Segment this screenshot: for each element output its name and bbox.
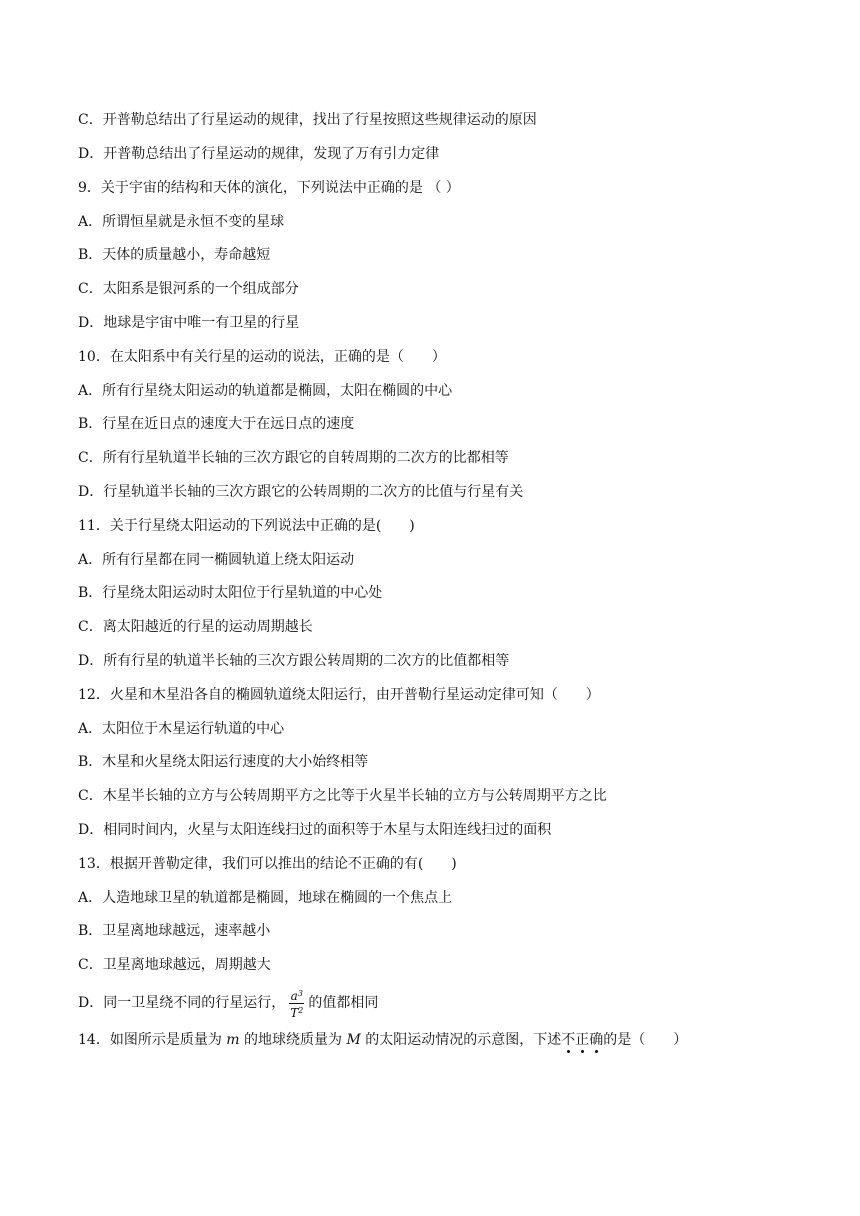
numerator-var: a xyxy=(290,988,298,1003)
emphasis-char-2: 正 xyxy=(575,1032,590,1048)
numerator-exp: 3 xyxy=(297,988,303,998)
question-14 xyxy=(78,1030,687,1050)
q13d-text-after: 的值都相同 xyxy=(308,995,379,1011)
q13d-text-before: D．同一卫星绕不同的行星运行， xyxy=(78,995,286,1011)
q10-option-d: D．行星轨道半长轴的三次方跟它的公转周期的二次方的比值与行星有关 xyxy=(78,484,524,500)
q14-var-m: m xyxy=(226,1032,240,1048)
question-13: 13．根据开普勒定律，我们可以推出的结论不正确的有( ) xyxy=(78,856,457,872)
q9-option-a: A．所谓恒星就是永恒不变的星球 xyxy=(78,214,285,230)
q12-option-b: B．木星和火星绕太阳运行速度的大小始终相等 xyxy=(78,754,369,770)
denominator-var: T xyxy=(290,1005,299,1020)
q11-option-c: C．离太阳越近的行星的运动周期越长 xyxy=(78,619,313,635)
q14-text-1: 14．如图所示是质量为 xyxy=(78,1032,227,1048)
question-10: 10．在太阳系中有关行星的运动的说法，正确的是（ ） xyxy=(78,349,446,365)
q13-option-c: C．卫星离地球越远，周期越大 xyxy=(78,957,271,973)
q10-option-a: A．所有行星绕太阳运动的轨道都是椭圆，太阳在椭圆的中心 xyxy=(78,383,453,399)
q9-option-b: B．天体的质量越小，寿命越短 xyxy=(78,247,271,263)
q10-option-c: C．所有行星轨道半长轴的三次方跟它的自转周期的二次方的比都相等 xyxy=(78,450,509,466)
fraction-a3-over-t2 xyxy=(289,987,304,1020)
emphasis-char-3: 确 xyxy=(589,1032,604,1048)
q14-var-M: M xyxy=(346,1032,361,1048)
q11-option-d: D．所有行星的轨道半长轴的三次方跟公转周期的二次方的比值都相等 xyxy=(78,653,510,669)
q13-option-b: B．卫星离地球越远，速率越小 xyxy=(78,923,271,939)
question-11: 11．关于行星绕太阳运动的下列说法中正确的是( ) xyxy=(78,518,415,534)
q11-option-b: B．行星绕太阳运动时太阳位于行星轨道的中心处 xyxy=(78,585,383,601)
option-d-prev: D．开普勒总结出了行星运动的规律，发现了万有引力定律 xyxy=(78,146,440,162)
emphasis-char-1: 不 xyxy=(561,1032,576,1048)
q13-option-a: A．人造地球卫星的轨道都是椭圆，地球在椭圆的一个焦点上 xyxy=(78,890,453,906)
q12-option-d: D．相同时间内，火星与太阳连线扫过的面积等于木星与太阳连线扫过的面积 xyxy=(78,822,552,838)
q12-option-a: A．太阳位于木星运行轨道的中心 xyxy=(78,721,285,737)
q9-option-c: C．太阳系是银河系的一个组成部分 xyxy=(78,281,299,297)
q13-option-d xyxy=(78,986,378,1020)
q10-option-b: B．行星在近日点的速度大于在远日点的速度 xyxy=(78,416,355,432)
fraction-numerator xyxy=(289,987,304,1004)
q11-option-a: A．所有行星都在同一椭圆轨道上绕太阳运动 xyxy=(78,552,355,568)
question-12: 12．火星和木星沿各自的椭圆轨道绕太阳运行，由开普勒行星运动定律可知（ ） xyxy=(78,687,600,703)
denominator-exp: 2 xyxy=(298,1005,304,1015)
q14-text-2: 的地球绕质量为 xyxy=(239,1032,347,1048)
q12-option-c: C．木星半长轴的立方与公转周期平方之比等于火星半长轴的立方与公转周期平方之比 xyxy=(78,788,607,804)
question-9: 9．关于宇宙的结构和天体的演化，下列说法中正确的是 （ ） xyxy=(78,180,460,196)
q9-option-d: D．地球是宇宙中唯一有卫星的行星 xyxy=(78,315,300,331)
q14-text-4: 的是（ ） xyxy=(603,1032,688,1048)
fraction-denominator xyxy=(289,1004,304,1020)
q14-text-3: 的太阳运动情况的示意图，下述 xyxy=(360,1032,562,1048)
option-c-prev: C．开普勒总结出了行星运动的规律，找出了行星按照这些规律运动的原因 xyxy=(78,112,537,128)
